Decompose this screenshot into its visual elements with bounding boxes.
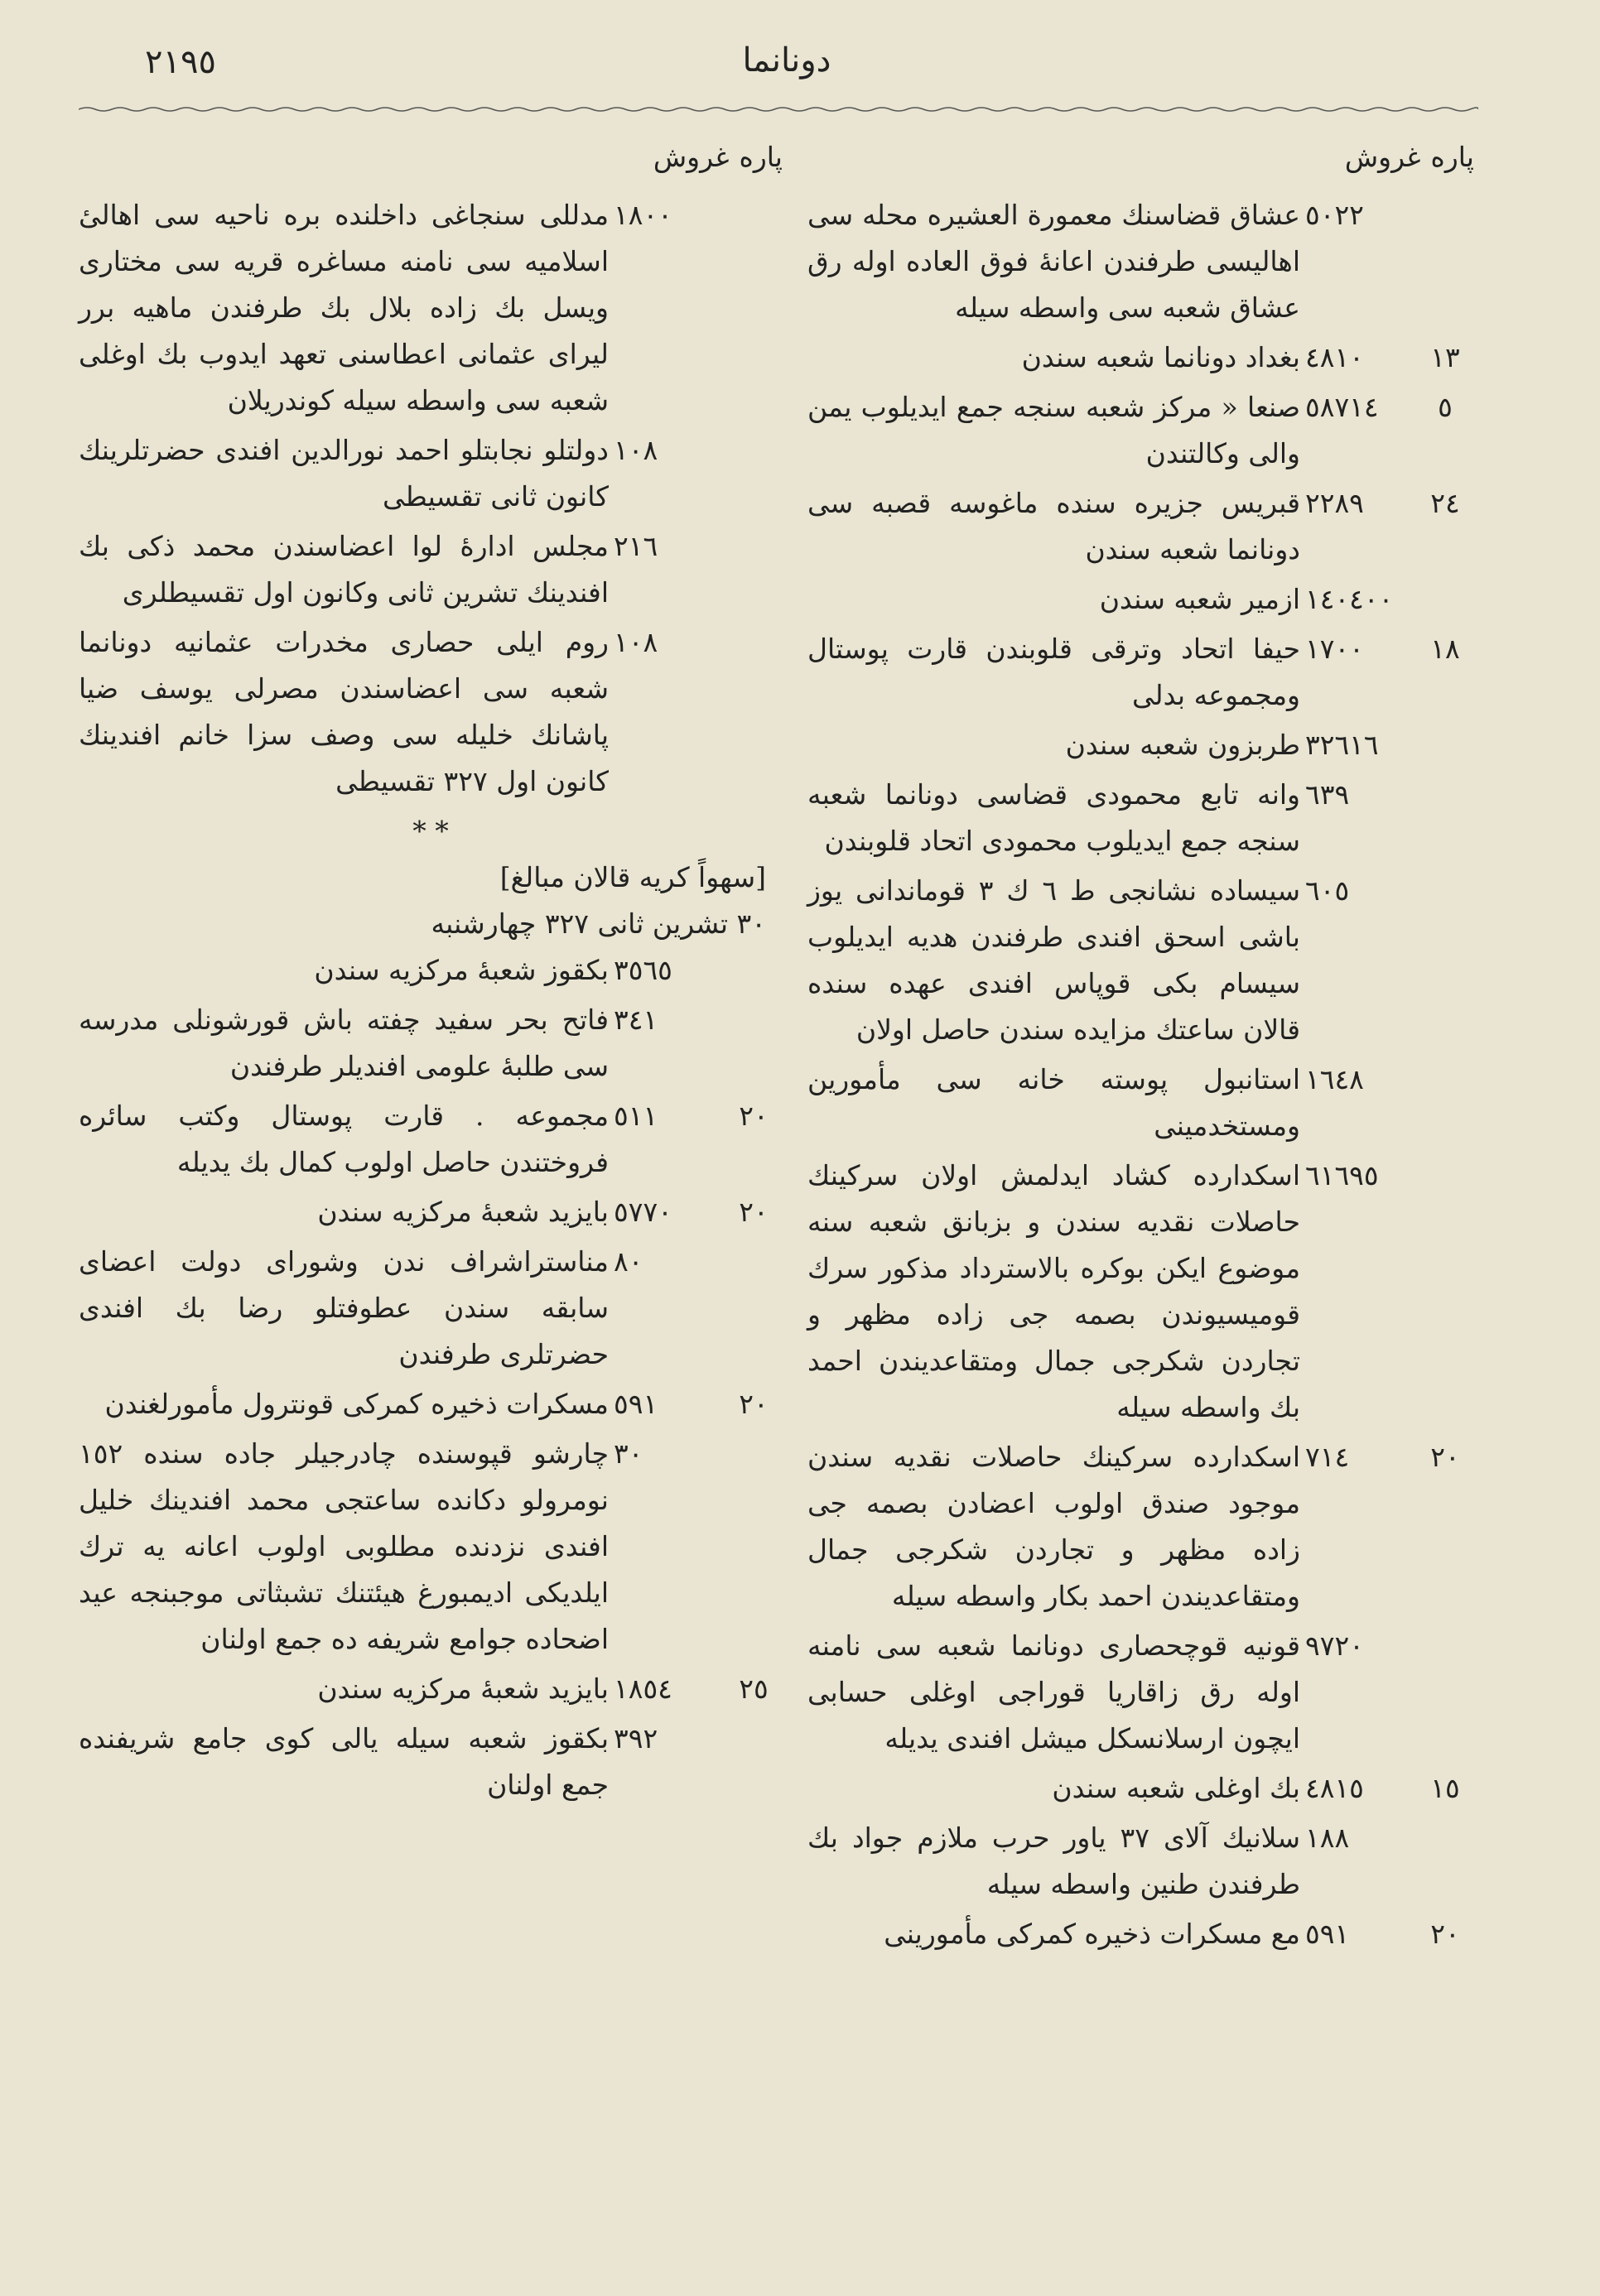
- ledger-entry: [807, 722, 1474, 768]
- ledger-entry: [807, 1911, 1474, 1957]
- entry-description: مجموعه . قارت پوستال وكتب سائره فروختندن حاصل اولوب كمال بك یدیله: [79, 1100, 609, 1178]
- right-column: [807, 141, 1474, 1961]
- entry-para: [1416, 1153, 1474, 1431]
- entry-para: ١٣: [1430, 341, 1460, 373]
- ledger-entry: [807, 384, 1474, 477]
- ledger-entry: [79, 1716, 783, 1808]
- entry-para: [1416, 576, 1474, 623]
- entry-para: [725, 1716, 783, 1808]
- entry-amount: ٦٠٥: [1305, 874, 1350, 907]
- entry-para: [725, 947, 783, 994]
- heading-para: پاره: [1430, 141, 1474, 173]
- entry-amount: ٤٨١٥: [1305, 1772, 1364, 1804]
- ledger-entry: [807, 335, 1474, 381]
- entry-amount: ٧١٤: [1305, 1441, 1350, 1473]
- ledger-entry: [79, 1666, 783, 1712]
- entry-amount: ٣٠: [614, 1437, 643, 1470]
- ledger-entry: [807, 1765, 1474, 1812]
- entry-description: قونیه قوچحصاری دونانما شعبه سی نامنه اوله رق زاقاریا قوراجی اوغلی حسابی ایچون ارسلانسكل میشل افندی یدیله: [807, 1629, 1300, 1754]
- heading-ghurush: غروش: [1344, 141, 1421, 173]
- entry-description: فاتح بحر سفید چفته باش قورشونلی مدرسه سی طلبهٔ علومی افندیلر طرفندن: [79, 1004, 609, 1082]
- ledger-entry: [79, 1239, 783, 1378]
- entry-para: [725, 192, 783, 424]
- column-heading: [807, 141, 1474, 192]
- entry-description: قبریس جزیره سنده ماغوسه قصبه سی دونانما شعبه سندن: [807, 487, 1300, 566]
- entry-para: ٢٠: [1430, 1918, 1460, 1950]
- entry-amount: ٥١١: [614, 1100, 658, 1132]
- entry-para: [725, 427, 783, 520]
- entry-list: [79, 192, 783, 805]
- entry-para: [1416, 192, 1474, 331]
- ledger-entry: [807, 1623, 1474, 1762]
- entry-para: ٢٠: [1430, 1441, 1460, 1473]
- entry-description: روم ایلی حصاری مخدرات عثمانیه دونانما شعبه سی اعضاسندن مصرلی یوسف ضیا پاشانك خلیله سی وصف سزا خانم افندینك كانون اول ٣٢٧ تقسیطی: [79, 626, 609, 797]
- entry-description: بكقوز شعبهٔ مركزیه سندن: [314, 954, 609, 986]
- entry-description: مع مسكرات ذخیره كمركی مأمورینی: [884, 1918, 1300, 1950]
- entry-amount: ٥٩١: [614, 1388, 658, 1420]
- ledger-entry: [79, 1381, 783, 1427]
- entry-para: [725, 523, 783, 616]
- entry-description: وانه تابع محمودی قضاسی دونانما شعبه سنجه جمع ایدیلوب محمودی اتحاد قلوبندن: [807, 778, 1300, 857]
- entry-description: مدللی سنجاغی داخلنده بره ناحیه سی اهالیٔ اسلامیه سی نامنه مساغره قریه سی مختاری ویسل بك زاده بلال بك طرفندن ماهیه برر لیرای عثمانی اعطاسنی تعهد ایدوب بك اوغلی شعبه سی واسطه سیله كوندریلان: [79, 199, 609, 416]
- entry-description: ازمیر شعبه سندن: [1099, 583, 1300, 615]
- ledger-entry: [807, 1153, 1474, 1431]
- entry-amount: ٥٠٢٢: [1305, 199, 1364, 231]
- entry-description: صنعا « مركز شعبه سنجه جمع ایدیلوب یمن والی وكالتندن: [807, 391, 1300, 469]
- entry-amount: ١٧٠٠: [1305, 633, 1364, 665]
- entry-para: ٢٥: [739, 1673, 769, 1705]
- entry-description: سلانیك آلای ٣٧ یاور حرب ملازم جواد بك طرفندن طنین واسطه سیله: [807, 1822, 1300, 1900]
- section-separator: * *: [412, 815, 449, 847]
- ledger-entry: [79, 523, 783, 616]
- entry-para: [725, 997, 783, 1090]
- ledger-entry: [79, 997, 783, 1090]
- entry-para: ٢٠: [739, 1196, 769, 1228]
- entry-para: ٢٤: [1430, 487, 1460, 519]
- entry-amount: ١٤٠٤٠٠: [1305, 583, 1394, 615]
- entry-description: اسكدارده كشاد ایدلمش اولان سركینك حاصلات نقدیه سندن و بزبانق شعبه سنه موضوع ایكن بوكره بالاسترداد مذكور سرك قومیسیوندن بصمه جی زاده مظهر و تجاردن شكرجی جمال ومتقاعدیندن احمد بك واسطه سیله: [807, 1159, 1300, 1423]
- page-number: ٢١٩٥: [145, 43, 216, 81]
- entry-para: [725, 1431, 783, 1663]
- entry-para: ١٥: [1430, 1772, 1460, 1804]
- entry-description: مجلس ادارهٔ لوا اعضاسندن محمد ذكی بك افندینك تشرین ثانی وكانون اول تقسیطلری: [79, 530, 609, 609]
- entry-amount: ٥٧٧٠: [614, 1196, 672, 1228]
- section-date: ٣٠ تشرین ثانی ٣٢٧ چهارشنبه: [431, 907, 766, 940]
- ledger-entry: [807, 772, 1474, 864]
- entry-para: [1416, 722, 1474, 768]
- entry-amount: ٢٢٨٩: [1305, 487, 1364, 519]
- entry-amount: ٥٩١: [1305, 1918, 1350, 1950]
- entry-description: بكقوز شعبه سیله یالی كوی جامع شریفنده جمع اولنان: [79, 1722, 609, 1801]
- entry-amount: ٣٢٦١٦: [1305, 729, 1379, 761]
- ledger-entry: [807, 1815, 1474, 1908]
- heading-ghurush: غروش: [653, 141, 730, 173]
- entry-amount: ٣٩٢: [614, 1722, 658, 1754]
- entry-para: [1416, 772, 1474, 864]
- entry-para: ٢٠: [739, 1100, 769, 1132]
- entry-description: بغداد دونانما شعبه سندن: [1021, 341, 1300, 373]
- entry-description: چارشو قپوسنده چادرجیلر جاده سنده ١٥٢ نومرولو دكانده ساعتجی محمد افندینك خلیل افندی نزدنده مطلوبی اولوب اعانه یه ترك ایلدیكی ادیمبورغ هیئتنك تشبثاتی موجبنجه عید اضحاده جوامع شریفه ده جمع اولنان: [79, 1437, 609, 1655]
- entry-amount: ٩٧٢٠: [1305, 1629, 1364, 1662]
- entry-amount: ٢١٦: [614, 530, 658, 562]
- entry-amount: ٤٨١٠: [1305, 341, 1364, 373]
- heading-para: پاره: [739, 141, 783, 173]
- entry-amount: ٣٥٦٥: [614, 954, 672, 986]
- column-heading: [79, 141, 783, 192]
- entry-amount: ٥٨٧١٤: [1305, 391, 1379, 423]
- section-title: [سهواً كریه قالان مبالغ]: [499, 861, 766, 893]
- entry-description: مسكرات ذخیره كمركی قونترول مأمورلغندن: [104, 1388, 609, 1420]
- entry-description: سیساده نشانجی ط ٦ ك ٣ قوماندانی یوز باشی اسحق افندی طرفندن هدیه ایدیلوب سیسام بکی قوپاس افندی عهده سنده قالان ساعتك مزایده سندن حاصل اولان: [807, 874, 1300, 1046]
- entry-amount: ١٠٨: [614, 434, 658, 466]
- entry-amount: ١٠٨: [614, 626, 658, 658]
- entry-para: [1416, 1623, 1474, 1762]
- ledger-entry: [79, 1189, 783, 1235]
- entry-para: ١٨: [1430, 633, 1460, 665]
- ledger-entry: [807, 192, 1474, 331]
- entry-para: [725, 1239, 783, 1378]
- entry-description: طربزون شعبه سندن: [1065, 729, 1300, 761]
- entry-description: حیفا اتحاد وترقی قلوبندن قارت پوستال ومجموعه بدلی: [807, 633, 1300, 711]
- entry-description: عشاق قضاسنك معمورة العشيره محله سی اهالیسی طرفندن اعانهٔ فوق العاده اوله رق عشاق شعبه سی واسطه سیله: [807, 199, 1300, 324]
- ledger-entry: [807, 1434, 1474, 1620]
- entry-para: [1416, 868, 1474, 1053]
- ledger-entry: [807, 1057, 1474, 1149]
- entry-list: [807, 192, 1474, 1957]
- ledger-entry: [807, 626, 1474, 719]
- entry-para: ٥: [1438, 391, 1453, 423]
- entry-para: [1416, 1057, 1474, 1149]
- entry-description: اسكدارده سركینك حاصلات نقدیه سندن موجود صندق اولوب اعضادن بصمه جی زاده مظهر و تجاردن شكرجی جمال ومتقاعدیندن احمد بكار واسطه سیله: [807, 1441, 1300, 1612]
- ledger-entry: [79, 947, 783, 994]
- header-rule: [79, 106, 1478, 113]
- entry-para: ٢٠: [739, 1388, 769, 1420]
- entry-description: دولتلو نجابتلو احمد نورالدین افندی حضرتلرینك كانون ثانی تقسیطی: [79, 434, 609, 513]
- ledger-entry: [79, 1431, 783, 1663]
- entry-amount: ١٦٤٨: [1305, 1063, 1364, 1095]
- entry-amount: ١٨٠٠: [614, 199, 672, 231]
- entry-description: بك اوغلی شعبه سندن: [1052, 1772, 1300, 1804]
- ledger-entry: [79, 1093, 783, 1186]
- entry-description: بایزید شعبهٔ مركزیه سندن: [317, 1673, 609, 1705]
- entry-amount: ٨٠: [614, 1245, 643, 1278]
- entry-para: [1416, 1815, 1474, 1908]
- entry-list: [79, 947, 783, 1808]
- entry-description: مناستراشراف ندن وشورای دولت اعضای سابقه سندن عطوفتلو رضا بك افندی حضرتلری طرفندن: [79, 1245, 609, 1370]
- ledger-entry: [79, 427, 783, 520]
- ledger-entry: [79, 619, 783, 805]
- left-column: [79, 141, 783, 1812]
- entry-amount: ١٨٥٤: [614, 1673, 672, 1705]
- entry-amount: ٦١٦٩٥: [1305, 1159, 1379, 1191]
- ledger-entry: [807, 868, 1474, 1053]
- ledger-entry: [807, 480, 1474, 573]
- entry-amount: ٣٤١: [614, 1004, 658, 1036]
- entry-description: بایزید شعبهٔ مركزیه سندن: [317, 1196, 609, 1228]
- entry-para: [725, 619, 783, 805]
- ledger-entry: [807, 576, 1474, 623]
- ledger-entry: [79, 192, 783, 424]
- entry-description: استانبول پوسته خانه سی مأمورین ومستخدمینی: [807, 1063, 1300, 1142]
- entry-amount: ١٨٨: [1305, 1822, 1350, 1854]
- running-title: دونانما: [742, 41, 831, 79]
- entry-amount: ٦٣٩: [1305, 778, 1350, 811]
